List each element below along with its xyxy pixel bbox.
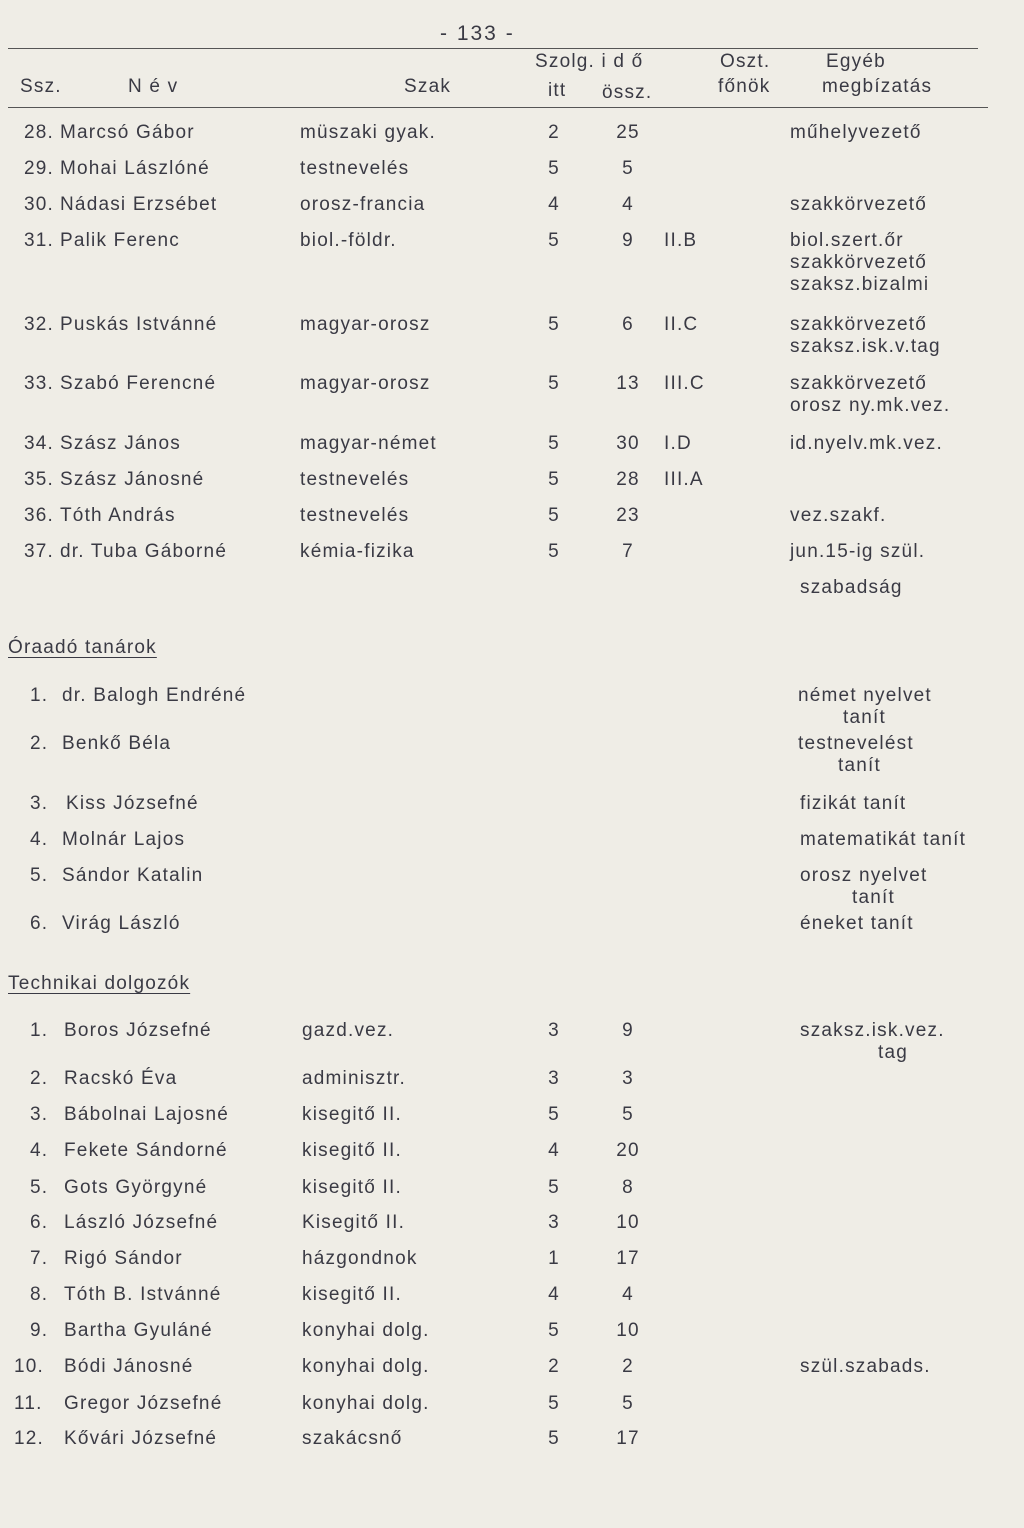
page-number: - 133 - — [440, 22, 515, 45]
row-number: 3. — [30, 793, 49, 814]
row-itt: 5 — [548, 1104, 560, 1125]
row-itt: 5 — [548, 230, 560, 251]
section-title-technikai: Technikai dolgozók — [8, 973, 191, 994]
row-name: Molnár Lajos — [62, 829, 186, 850]
row-itt: 5 — [548, 1428, 560, 1449]
technikai-row — [0, 1104, 1024, 1130]
row-number: 11. — [14, 1393, 43, 1414]
row-name: Szabó Ferencné — [60, 373, 217, 394]
row-szak: konyhai dolg. — [302, 1393, 430, 1414]
row-szak: müszaki gyak. — [300, 122, 436, 143]
teacher-row — [0, 373, 1024, 416]
row-szak: gazd.vez. — [302, 1020, 395, 1041]
row-name: Rigó Sándor — [64, 1248, 183, 1269]
row-itt: 2 — [548, 122, 560, 143]
teacher-row — [0, 541, 1024, 598]
row-ossz: 4 — [622, 1284, 634, 1305]
row-oszt: I.D — [664, 433, 692, 454]
row-number: 33. — [24, 373, 55, 394]
oraado-row — [0, 913, 1024, 939]
row-number: 32. — [24, 314, 55, 335]
section-title-oraado: Óraadó tanárok — [8, 637, 157, 658]
header-szolg-group: Szolg. i d ő — [535, 51, 644, 72]
row-egyeb: műhelyvezető — [790, 122, 922, 143]
row-egyeb: szakkörvezető — [790, 194, 928, 215]
row-egyeb: biol.szert.őr szakkörvezető szaksz.bizalmi — [790, 230, 930, 295]
row-szak: kisegitő II. — [302, 1177, 402, 1198]
row-szak: magyar-német — [300, 433, 437, 454]
row-number: 2. — [30, 733, 49, 754]
row-name: Bódi Jánosné — [64, 1356, 194, 1377]
row-number: 28. — [24, 122, 55, 143]
row-egyeb: vez.szakf. — [790, 505, 887, 526]
row-ossz: 5 — [622, 1393, 634, 1414]
header-top-rule — [8, 48, 978, 49]
row-number: 10. — [14, 1356, 45, 1377]
row-szak: kisegitő II. — [302, 1104, 402, 1125]
row-number: 36. — [24, 505, 55, 526]
row-name: Szász Jánosné — [60, 469, 205, 490]
teacher-row — [0, 122, 1024, 148]
row-name: Gregor Józsefné — [64, 1393, 223, 1414]
row-szak: kisegitő II. — [302, 1284, 402, 1305]
row-egyeb: fizikát tanít — [800, 793, 907, 814]
technikai-row — [0, 1393, 1024, 1419]
row-egyeb: id.nyelv.mk.vez. — [790, 433, 943, 454]
row-szak: kisegitő II. — [302, 1140, 402, 1161]
row-ossz: 7 — [622, 541, 634, 562]
header-fonok: főnök — [718, 76, 771, 97]
row-oszt: III.A — [664, 469, 704, 490]
row-number: 3. — [30, 1104, 49, 1125]
row-number: 4. — [30, 829, 49, 850]
row-egyeb: szaksz.isk.vez. tag — [800, 1020, 945, 1063]
row-ossz: 9 — [622, 1020, 634, 1041]
row-oszt: II.C — [664, 314, 699, 335]
header-ssz: Ssz. — [20, 76, 62, 97]
technikai-row — [0, 1212, 1024, 1238]
technikai-row — [0, 1140, 1024, 1166]
row-name: László Józsefné — [64, 1212, 219, 1233]
technikai-row — [0, 1356, 1024, 1382]
row-name: Kiss Józsefné — [66, 793, 199, 814]
row-name: Szász János — [60, 433, 181, 454]
row-egyeb: szakkörvezető orosz ny.mk.vez. — [790, 373, 951, 416]
row-name: Palik Ferenc — [60, 230, 180, 251]
row-name: Sándor Katalin — [62, 865, 204, 886]
teacher-row — [0, 158, 1024, 184]
row-itt: 5 — [548, 433, 560, 454]
row-egyeb: szül.szabads. — [800, 1356, 931, 1377]
row-itt: 5 — [548, 541, 560, 562]
row-itt: 5 — [548, 1393, 560, 1414]
row-ossz: 4 — [622, 194, 634, 215]
row-number: 30. — [24, 194, 55, 215]
row-egyeb: matematikát tanít — [800, 829, 967, 850]
row-egyeb: német nyelvet tanít — [798, 685, 932, 728]
row-name: Fekete Sándorné — [64, 1140, 228, 1161]
row-oszt: II.B — [664, 230, 698, 251]
row-name: Puskás Istvánné — [60, 314, 218, 335]
technikai-row — [0, 1320, 1024, 1346]
row-itt: 5 — [548, 1177, 560, 1198]
header-itt: itt — [548, 80, 567, 101]
row-name: Virág László — [62, 913, 181, 934]
row-szak: magyar-orosz — [300, 314, 431, 335]
row-szak: házgondnok — [302, 1248, 418, 1269]
row-szak: testnevelés — [300, 469, 410, 490]
row-itt: 5 — [548, 373, 560, 394]
technikai-row — [0, 1284, 1024, 1310]
header-szak: Szak — [404, 76, 452, 97]
teacher-row — [0, 433, 1024, 459]
row-number: 6. — [30, 1212, 49, 1233]
row-name: Tóth B. Istvánné — [64, 1284, 222, 1305]
row-szak: konyhai dolg. — [302, 1320, 430, 1341]
row-number: 29. — [24, 158, 55, 179]
row-name: Boros Józsefné — [64, 1020, 212, 1041]
row-number: 5. — [30, 1177, 49, 1198]
technikai-row — [0, 1020, 1024, 1063]
row-ossz: 8 — [622, 1177, 634, 1198]
row-name: Gots Györgyné — [64, 1177, 208, 1198]
oraado-row — [0, 733, 1024, 776]
row-oszt: III.C — [664, 373, 705, 394]
row-szak: biol.-földr. — [300, 230, 397, 251]
row-szak: kémia-fizika — [300, 541, 415, 562]
row-ossz: 5 — [622, 158, 634, 179]
header-ossz: össz. — [602, 82, 653, 103]
technikai-row — [0, 1428, 1024, 1454]
row-egyeb: testnevelést tanít — [798, 733, 914, 776]
row-ossz: 5 — [622, 1104, 634, 1125]
technikai-row — [0, 1248, 1024, 1274]
row-ossz: 9 — [622, 230, 634, 251]
row-ossz: 10 — [616, 1320, 640, 1341]
header-megbizatas: megbízatás — [822, 76, 933, 97]
row-itt: 3 — [548, 1212, 560, 1233]
row-itt: 5 — [548, 158, 560, 179]
teacher-row — [0, 194, 1024, 220]
row-name: Nádasi Erzsébet — [60, 194, 218, 215]
row-name: dr. Tuba Gáborné — [60, 541, 228, 562]
row-egyeb: éneket tanít — [800, 913, 914, 934]
row-ossz: 20 — [616, 1140, 640, 1161]
row-number: 7. — [30, 1248, 49, 1269]
row-number: 35. — [24, 469, 55, 490]
row-ossz: 30 — [616, 433, 640, 454]
oraado-row — [0, 829, 1024, 855]
technikai-row — [0, 1068, 1024, 1094]
row-ossz: 28 — [616, 469, 640, 490]
row-number: 9. — [30, 1320, 49, 1341]
row-itt: 5 — [548, 505, 560, 526]
row-ossz: 25 — [616, 122, 640, 143]
row-itt: 5 — [548, 469, 560, 490]
row-itt: 4 — [548, 1140, 560, 1161]
row-szak: adminisztr. — [302, 1068, 407, 1089]
row-itt: 1 — [548, 1248, 560, 1269]
teacher-row — [0, 314, 1024, 357]
row-name: Racskó Éva — [64, 1068, 178, 1089]
teacher-row — [0, 230, 1024, 295]
row-ossz: 17 — [616, 1248, 640, 1269]
row-szak: Kisegitő II. — [302, 1212, 406, 1233]
row-ossz: 10 — [616, 1212, 640, 1233]
header-bottom-rule — [8, 107, 988, 108]
row-name: Mohai Lászlóné — [60, 158, 210, 179]
row-egyeb: orosz nyelvet tanít — [800, 865, 928, 908]
row-number: 2. — [30, 1068, 49, 1089]
row-number: 34. — [24, 433, 55, 454]
row-number: 4. — [30, 1140, 49, 1161]
row-itt: 5 — [548, 314, 560, 335]
row-number: 5. — [30, 865, 49, 886]
row-name: Bartha Gyuláné — [64, 1320, 213, 1341]
row-szak: magyar-orosz — [300, 373, 431, 394]
row-number: 8. — [30, 1284, 49, 1305]
row-name: Marcsó Gábor — [60, 122, 195, 143]
oraado-row — [0, 865, 1024, 908]
row-ossz: 3 — [622, 1068, 634, 1089]
row-ossz: 2 — [622, 1356, 634, 1377]
row-name: Bábolnai Lajosné — [64, 1104, 229, 1125]
row-name: Kővári Józsefné — [64, 1428, 218, 1449]
row-szak: konyhai dolg. — [302, 1356, 430, 1377]
row-name: dr. Balogh Endréné — [62, 685, 247, 706]
header-nev: N é v — [128, 76, 179, 97]
row-itt: 4 — [548, 1284, 560, 1305]
header-egyeb: Egyéb — [826, 51, 886, 72]
row-ossz: 6 — [622, 314, 634, 335]
row-ossz: 13 — [616, 373, 640, 394]
row-szak: testnevelés — [300, 158, 410, 179]
row-ossz: 17 — [616, 1428, 640, 1449]
row-itt: 3 — [548, 1068, 560, 1089]
teacher-row — [0, 505, 1024, 531]
oraado-row — [0, 793, 1024, 819]
row-egyeb: jun.15-ig szül. szabadság — [790, 541, 926, 598]
row-itt: 3 — [548, 1020, 560, 1041]
technikai-row — [0, 1177, 1024, 1203]
row-number: 31. — [24, 230, 55, 251]
row-szak: szakácsnő — [302, 1428, 403, 1449]
row-itt: 4 — [548, 194, 560, 215]
row-szak: orosz-francia — [300, 194, 426, 215]
row-number: 1. — [30, 1020, 49, 1041]
row-egyeb: szakkörvezető szaksz.isk.v.tag — [790, 314, 941, 357]
teacher-row — [0, 469, 1024, 495]
row-name: Tóth András — [60, 505, 176, 526]
row-number: 6. — [30, 913, 49, 934]
row-ossz: 23 — [616, 505, 640, 526]
header-oszt: Oszt. — [720, 51, 771, 72]
row-name: Benkő Béla — [62, 733, 172, 754]
row-number: 12. — [14, 1428, 45, 1449]
row-itt: 2 — [548, 1356, 560, 1377]
row-itt: 5 — [548, 1320, 560, 1341]
row-number: 37. — [24, 541, 55, 562]
row-number: 1. — [30, 685, 49, 706]
oraado-row — [0, 685, 1024, 728]
row-szak: testnevelés — [300, 505, 410, 526]
